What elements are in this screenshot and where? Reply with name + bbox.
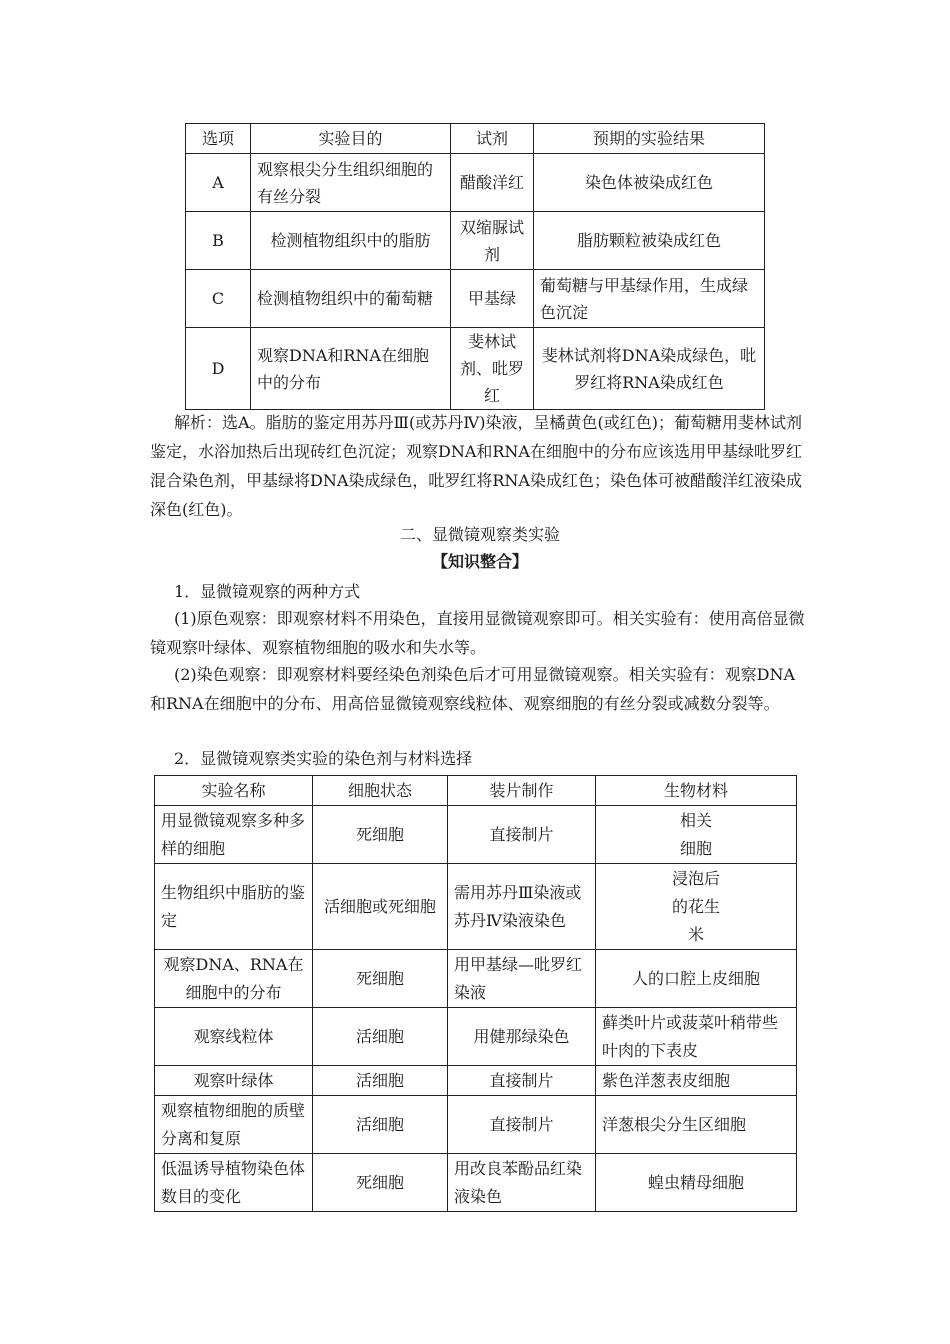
cell-state-cell: 活细胞或死细胞 [313, 864, 448, 950]
cell-state-cell: 活细胞 [313, 1066, 448, 1096]
table-row [155, 950, 797, 1008]
header-cell: 实验目的 [251, 124, 451, 154]
result-cell: 葡萄糖与甲基绿作用，生成绿色沉淀 [534, 270, 765, 328]
cell-state-cell: 活细胞 [313, 1096, 448, 1154]
table-row [186, 154, 765, 212]
option-cell: B [186, 212, 251, 270]
purpose-cell: 检测植物组织中的脂肪 [251, 212, 451, 270]
header-cell: 实验名称 [155, 776, 313, 806]
header-cell: 预期的实验结果 [534, 124, 765, 154]
slide-prep-cell: 用改良苯酚品红染液染色 [448, 1154, 596, 1212]
option-cell: D [186, 328, 251, 410]
table-header-row [155, 776, 797, 806]
material-cell: 相关细胞 [596, 806, 797, 864]
reagent-cell: 甲基绿 [451, 270, 534, 328]
material-cell: 紫色洋葱表皮细胞 [596, 1066, 797, 1096]
slide-prep-cell: 用健那绿染色 [448, 1008, 596, 1066]
experiment-name-cell: 观察叶绿体 [155, 1066, 313, 1096]
purpose-cell: 观察DNA和RNA在细胞中的分布 [251, 328, 451, 410]
header-cell: 选项 [186, 124, 251, 154]
table-row [155, 1096, 797, 1154]
experiment-name-cell: 观察植物细胞的质壁分离和复原 [155, 1096, 313, 1154]
purpose-cell: 观察根尖分生组织细胞的有丝分裂 [251, 154, 451, 212]
table-row [186, 212, 765, 270]
option-cell: C [186, 270, 251, 328]
material-cell: 人的口腔上皮细胞 [596, 950, 797, 1008]
cell-state-cell: 死细胞 [313, 1154, 448, 1212]
cell-state-cell: 死细胞 [313, 950, 448, 1008]
table-row [155, 806, 797, 864]
reagent-cell: 斐林试剂、吡罗红 [451, 328, 534, 410]
table-row [155, 1154, 797, 1212]
experiment-name-cell: 观察DNA、RNA在细胞中的分布 [155, 950, 313, 1008]
table-row [155, 1008, 797, 1066]
result-cell: 染色体被染成红色 [534, 154, 765, 212]
slide-prep-cell: 直接制片 [448, 1066, 596, 1096]
cell-state-cell: 死细胞 [313, 806, 448, 864]
microscope-experiments-table [154, 775, 797, 1212]
slide-prep-cell: 直接制片 [448, 806, 596, 864]
experiment-name-cell: 用显微镜观察多种多样的细胞 [155, 806, 313, 864]
slide-prep-cell: 直接制片 [448, 1096, 596, 1154]
point1-title: 1．显微镜观察的两种方式 [174, 582, 361, 601]
option-cell: A [186, 154, 251, 212]
reagent-cell: 醋酸洋红 [451, 154, 534, 212]
slide-prep-cell: 用甲基绿—吡罗红染液 [448, 950, 596, 1008]
header-cell: 生物材料 [596, 776, 797, 806]
reagent-cell: 双缩脲试剂 [451, 212, 534, 270]
point2-title: 2．显微镜观察类实验的染色剂与材料选择 [174, 749, 473, 768]
result-cell: 脂肪颗粒被染成红色 [534, 212, 765, 270]
table-row [155, 864, 797, 950]
options-table [185, 123, 765, 410]
material-cell: 浸泡后的花生米 [596, 864, 797, 950]
header-cell: 细胞状态 [313, 776, 448, 806]
analysis-paragraph: 解析：选A。脂肪的鉴定用苏丹Ⅲ(或苏丹Ⅳ)染液，呈橘黄色(或红色)；葡萄糖用斐林试剂鉴定，水浴加热后出现砖红色沉淀；观察DNA和RNA在细胞中的分布应该选用甲基绿吡罗红混合染色剂，甲基绿将DNA染成绿色，吡罗红将RNA染成红色；染色体可被醋酸洋红液染成深色(红色)。 [150, 413, 802, 519]
cell-state-cell: 活细胞 [313, 1008, 448, 1066]
header-cell: 试剂 [451, 124, 534, 154]
experiment-name-cell: 观察线粒体 [155, 1008, 313, 1066]
table-row [155, 1066, 797, 1096]
section-title: 二、显微镜观察类实验 [399, 525, 560, 544]
result-cell: 斐林试剂将DNA染成绿色，吡罗红将RNA染成红色 [534, 328, 765, 410]
purpose-cell: 检测植物组织中的葡萄糖 [251, 270, 451, 328]
point1-paragraph-b: (2)染色观察：即观察材料要经染色剂染色后才可用显微镜观察。相关实验有：观察DNA和RNA在细胞中的分布、用高倍显微镜观察线粒体、观察细胞的有丝分裂或减数分裂等。 [150, 665, 796, 713]
experiment-name-cell: 低温诱导植物染色体数目的变化 [155, 1154, 313, 1212]
subsection-title: 【知识整合】 [431, 552, 528, 571]
material-cell: 蝗虫精母细胞 [596, 1154, 797, 1212]
table-header-row [186, 124, 765, 154]
header-cell: 装片制作 [448, 776, 596, 806]
material-cell: 藓类叶片或菠菜叶稍带些叶肉的下表皮 [596, 1008, 797, 1066]
slide-prep-cell: 需用苏丹Ⅲ染液或苏丹Ⅳ染液染色 [448, 864, 596, 950]
point1-paragraph-a: (1)原色观察：即观察材料不用染色，直接用显微镜观察即可。相关实验有：使用高倍显微镜观察叶绿体、观察植物细胞的吸水和失水等。 [150, 609, 805, 657]
experiment-name-cell: 生物组织中脂肪的鉴定 [155, 864, 313, 950]
table-row [186, 270, 765, 328]
material-cell: 洋葱根尖分生区细胞 [596, 1096, 797, 1154]
table-row [186, 328, 765, 410]
